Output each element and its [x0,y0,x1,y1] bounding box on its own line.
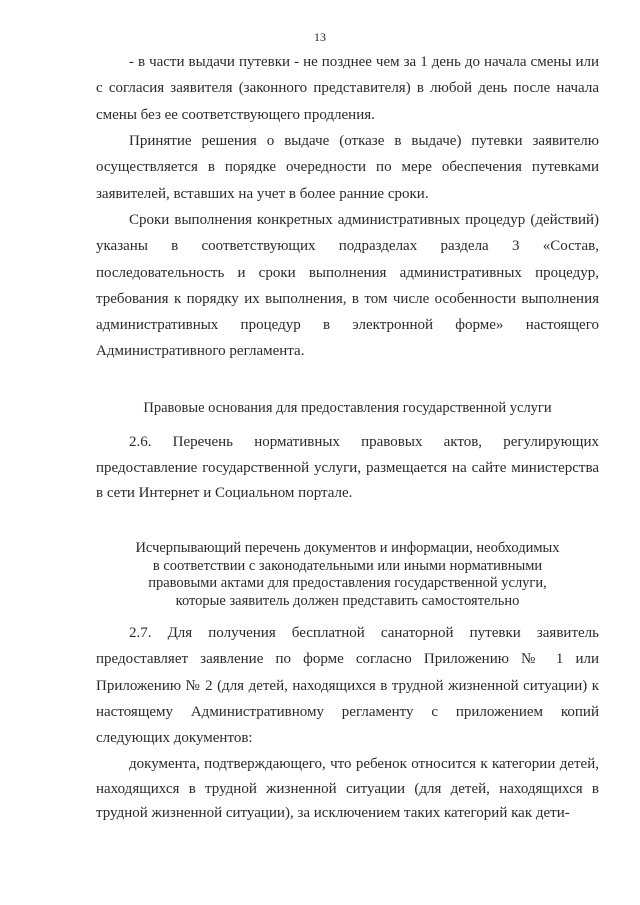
paragraph-2-6: 2.6. Перечень нормативных правовых актов, регулирующих предоставление государственной услуги, размещается на сайте министерства в сети Интернет и Социальном портале. [96,434,599,501]
heading-line: в соответствии с законодательными или иными нормативными [152,557,543,574]
heading-line: которые заявитель должен представить самостоятельно [175,592,520,609]
list-item-document: документа, подтверждающего, что ребенок относится к категории детей, находящихся в трудной жизненной ситуации (для детей, находящихся в трудной жизненной ситуации), за исключением таких категорий как дети- [96,756,599,822]
heading-line: Исчерпывающий перечень документов и информации, необходимых [135,540,560,556]
heading-line: правовыми актами для предоставления государственной услуги, [148,575,547,591]
page-number: 13 [314,30,326,44]
section-heading-required-documents [96,540,599,610]
paragraph-issuance-deadline: - в части выдачи путевки - не позднее чем за 1 день до начала смены или с согласия заявителя (законного представителя) в любой день после начала смены без ее соответствующего продления. [96,54,599,123]
paragraph-2-7: 2.7. Для получения бесплатной санаторной путевки заявитель предоставляет заявление по форме согласно Приложению № 1 или Приложению № 2 (для детей, находящихся в трудной жизненной ситуации) к настоящему Административному регламенту с приложением копий следующих документов: [96,625,599,747]
section-heading-legal-basis: Правовые основания для предоставления государственной услуги [143,400,552,416]
paragraph-decision-order: Принятие решения о выдаче (отказе в выдаче) путевки заявителю осуществляется в порядке очередности по мере обеспечения путевками заявителей, вставших на учет в более ранние сроки. [96,133,599,202]
paragraph-procedure-deadlines: Сроки выполнения конкретных административных процедур (действий) указаны в соответствующих подразделах раздела 3 «Состав, последовательность и сроки выполнения административных процедур, требования к порядку их выполнения, в том числе особенности выполнения административных процедур в электронной форме» настоящего Административного регламента. [96,212,599,360]
